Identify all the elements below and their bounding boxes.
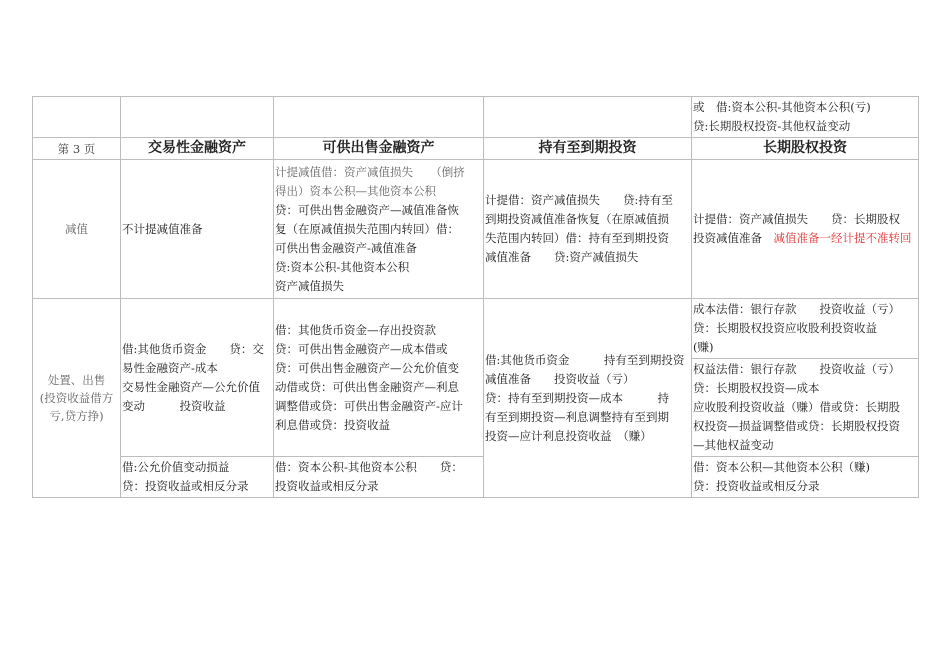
text-line: 投资—应计利息投资收益 （赚） (485, 428, 652, 443)
text-line: 借:其他货币资金 贷：交 (122, 341, 264, 356)
disposal-trading-fv (121, 457, 274, 498)
label-line: 处置、出售 (47, 373, 106, 387)
text-line: 到期投资减值准备恢复（在原减值损 (485, 212, 669, 226)
text-line: 得出）资本公积—其他资本公积 (275, 183, 436, 198)
header-available-for-sale: 可供出售金融资产 (274, 138, 484, 160)
text-line: 有至到期投资—利息调整持有至到期 (485, 409, 669, 424)
text-line: 投资收益或相反分录 (275, 479, 379, 493)
top-line: 或 借:资本公积-其他资本公积(亏) (693, 100, 871, 114)
text-line: 贷：长期股权投资应收股利投资收益 (693, 321, 877, 335)
label-line: 亏,贷方挣) (49, 409, 104, 423)
text-line: 借：资本公积—其他资本公积（赚) (693, 460, 870, 474)
impairment-afs (274, 160, 484, 299)
text-line: 权投资—损益调整借或贷：长期股权投资 (693, 419, 900, 433)
text-line: 调整借或贷：可供出售金融资产-应计 (275, 398, 463, 413)
text-line: 投资减值准备 (693, 231, 774, 245)
top-cell-4 (692, 97, 919, 138)
disposal-equity-equity-method (692, 359, 919, 457)
header-long-term-equity: 长期股权投资 (692, 138, 919, 160)
text-line: 贷：可供出售金融资产—成本借或 (275, 341, 448, 356)
disposal-equity-reserve (692, 457, 919, 498)
text-line: 计提借：资产减值损失 贷:持有至 (485, 193, 673, 207)
text-line: 计提借：资产减值损失 贷：长期股权 (693, 212, 900, 226)
text-line: —其他权益变动 (693, 438, 774, 452)
accounting-comparison-table (32, 96, 919, 498)
text-line: 失范围内转回）借：持有至到期投资 (485, 231, 669, 245)
impairment-equity (692, 160, 919, 299)
impairment-trading: 不计提减值准备 (121, 160, 274, 299)
no-reversal-note: 减值准备一经计提不准转回 (773, 231, 912, 245)
disposal-trading (121, 299, 274, 457)
text-line: 应收股利投资收益（赚）借或贷：长期股 (693, 400, 900, 414)
disposal-row-reclass (33, 457, 919, 498)
impairment-htm (484, 160, 692, 299)
text-line: 减值准备 投资收益（亏） (485, 371, 635, 386)
impairment-label: 减值 (33, 160, 121, 299)
text-line: 变动 投资收益 (122, 398, 226, 413)
text-line: 借:其他货币资金 持有至到期投资 (485, 352, 685, 367)
text-line: 借：其他货币资金—存出投资款 (275, 322, 436, 337)
text-line: 贷：投资收益或相反分录 (122, 479, 249, 493)
disposal-htm (484, 299, 692, 498)
top-row (33, 97, 919, 138)
text-line: 计提减值借：资产减值损失 （倒挤 (275, 164, 465, 179)
text-line: 贷：可供出售金融资产—减值准备恢 (275, 202, 459, 217)
text-line: 可供出售金融资产-减值准备 (275, 240, 417, 255)
text-line: 易性金融资产-成本 (122, 360, 218, 375)
text-line: 动借或贷：可供出售金融资产—利息 (275, 379, 459, 394)
text-line: 贷:资本公积-其他资本公积 (275, 259, 410, 274)
top-cell-2 (274, 97, 484, 138)
top-cell-3 (484, 97, 692, 138)
label-line: (投资收益借方 (39, 391, 114, 405)
text-line: 贷：投资收益或相反分录 (693, 479, 820, 493)
top-cell-0 (33, 97, 121, 138)
page-number: 第 3 页 (33, 138, 121, 160)
top-cell-1 (121, 97, 274, 138)
disposal-afs (274, 299, 484, 457)
text-line: 资产减值损失 (275, 278, 344, 293)
disposal-row-equity-cost (33, 299, 919, 359)
text-line: 借:公允价值变动损益 (122, 460, 230, 474)
disposal-equity-cost-method (692, 299, 919, 359)
text-line: 贷：长期股权投资—成本 (693, 381, 820, 395)
top-line: 贷:长期股权投资-其他权益变动 (693, 119, 851, 133)
text-line: 借：资本公积-其他资本公积 贷： (275, 460, 463, 474)
header-row (33, 138, 919, 160)
text-line: 贷：持有至到期投资—成本 持 (485, 390, 669, 405)
header-held-to-maturity: 持有至到期投资 (484, 138, 692, 160)
impairment-row (33, 160, 919, 299)
text-line: 减值准备 贷:资产减值损失 (485, 250, 639, 264)
text-line: (赚) (693, 340, 714, 354)
text-line: 利息借或贷：投资收益 (275, 417, 390, 432)
text-line: 权益法借：银行存款 投资收益（亏） (693, 362, 900, 376)
disposal-afs-reserve (274, 457, 484, 498)
text-line: 贷：可供出售金融资产—公允价值变 (275, 360, 459, 375)
text-line: 复（在原减值损失范围内转回）借： (275, 221, 459, 236)
header-trading-assets: 交易性金融资产 (121, 138, 274, 160)
text-line: 交易性金融资产—公允价值 (122, 379, 260, 394)
disposal-label (33, 299, 121, 498)
text-line: 成本法借：银行存款 投资收益（亏） (693, 302, 900, 316)
